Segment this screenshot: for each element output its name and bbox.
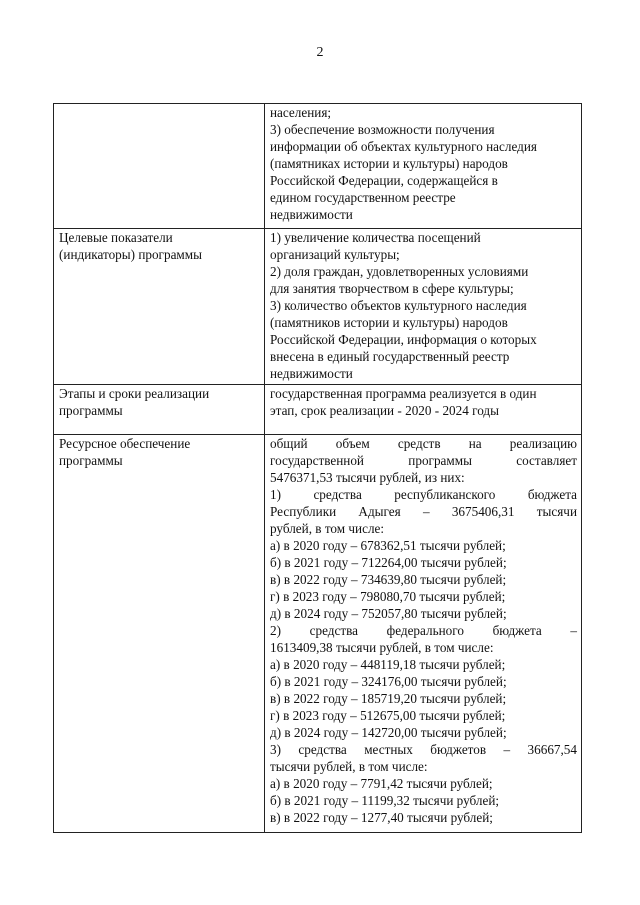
row-content-cell: [265, 104, 582, 229]
content-line: а) в 2020 году – 7791,42 тысячи рублей;: [270, 776, 493, 791]
content-line: в) в 2022 году – 734639,80 тысячи рублей;: [270, 572, 507, 587]
label-line: Этапы и сроки реализации: [59, 386, 210, 401]
row-content-cell: [265, 385, 582, 435]
label-line: (индикаторы) программы: [59, 247, 202, 262]
table-row-stages-terms: [54, 385, 582, 435]
content-line: Российской Федерации, информация о которых: [270, 332, 537, 347]
content-line: б) в 2021 году – 324176,00 тысячи рублей;: [270, 674, 507, 689]
content-line: д) в 2024 году – 142720,00 тысячи рублей;: [270, 725, 507, 740]
content-line: информации об объектах культурного наследия: [270, 139, 537, 154]
label-line: Целевые показатели: [59, 230, 173, 245]
content-line: а) в 2020 году – 448119,18 тысячи рублей;: [270, 657, 506, 672]
content-line: б) в 2021 году – 11199,32 тысячи рублей;: [270, 793, 500, 808]
content-line: 1) средства республиканского бюджета: [270, 487, 577, 502]
row-content-cell: [265, 435, 582, 833]
row-label-cell: [54, 229, 265, 385]
content-line: в) в 2022 году – 1277,40 тысячи рублей;: [270, 810, 493, 825]
content-line: этап, срок реализации - 2020 - 2024 годы: [270, 403, 499, 418]
content-line: Российской Федерации, содержащейся в: [270, 173, 498, 188]
content-line: 5476371,53 тысячи рублей, из них:: [270, 470, 465, 485]
content-line: г) в 2023 году – 512675,00 тысячи рублей;: [270, 708, 506, 723]
table-row-goals-continued: [54, 104, 582, 229]
page-number: 2: [316, 45, 324, 60]
content-line: в) в 2022 году – 185719,20 тысячи рублей;: [270, 691, 507, 706]
content-line: 3) обеспечение возможности получения: [270, 122, 495, 137]
content-line: государственной программы составляет: [270, 453, 577, 468]
content-line: государственная программа реализуется в один: [270, 386, 537, 401]
content-line: недвижимости: [270, 207, 353, 222]
content-line: внесена в единый государственный реестр: [270, 349, 510, 364]
content-line: общий объем средств на реализацию: [270, 436, 577, 451]
program-passport-table: [53, 103, 582, 833]
label-line: программы: [59, 453, 123, 468]
content-line: б) в 2021 году – 712264,00 тысячи рублей;: [270, 555, 507, 570]
content-line: для занятия творчеством в сфере культуры;: [270, 281, 514, 296]
row-content-cell: [265, 229, 582, 385]
content-line: (памятников истории и культуры) народов: [270, 315, 508, 330]
content-line: населения;: [270, 105, 332, 120]
label-line: программы: [59, 403, 123, 418]
content-line: 3) количество объектов культурного наследия: [270, 298, 527, 313]
content-line: 2) средства федерального бюджета –: [270, 623, 577, 638]
content-line: а) в 2020 году – 678362,51 тысячи рублей;: [270, 538, 506, 553]
content-line: 2) доля граждан, удовлетворенных условиями: [270, 264, 529, 279]
table-row-resource-support: [54, 435, 582, 833]
content-line: рублей, в том числе:: [270, 521, 385, 536]
table-row-target-indicators: [54, 229, 582, 385]
content-line: 3) средства местных бюджетов – 36667,54: [270, 742, 577, 757]
content-line: Республики Адыгея – 3675406,31 тысячи: [270, 504, 577, 519]
content-line: недвижимости: [270, 366, 353, 381]
content-line: (памятниках истории и культуры) народов: [270, 156, 508, 171]
content-line: г) в 2023 году – 798080,70 тысячи рублей;: [270, 589, 506, 604]
content-line: 1) увеличение количества посещений: [270, 230, 481, 245]
content-line: д) в 2024 году – 752057,80 тысячи рублей;: [270, 606, 507, 621]
content-line: едином государственном реестре: [270, 190, 456, 205]
content-line: организаций культуры;: [270, 247, 400, 262]
content-line: тысячи рублей, в том числе:: [270, 759, 428, 774]
row-label-cell: [54, 104, 265, 229]
label-line: Ресурсное обеспечение: [59, 436, 191, 451]
row-label-cell: [54, 435, 265, 833]
row-label-cell: [54, 385, 265, 435]
content-line: 1613409,38 тысячи рублей, в том числе:: [270, 640, 494, 655]
